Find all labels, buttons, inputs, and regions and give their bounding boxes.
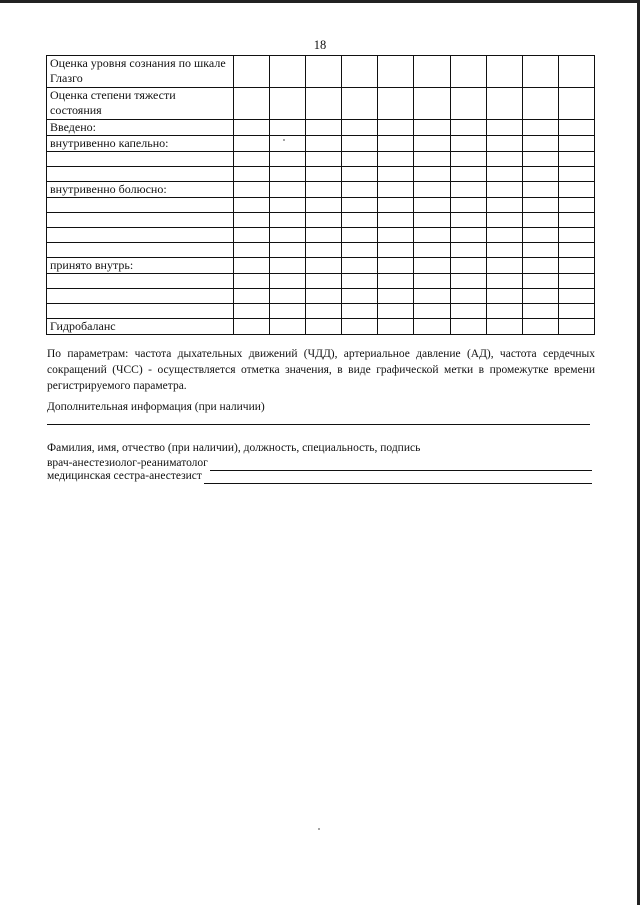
scan-speck (283, 139, 285, 141)
data-cell[interactable] (414, 319, 450, 335)
data-cell[interactable] (306, 136, 342, 152)
data-cell[interactable] (270, 167, 306, 182)
data-cell[interactable] (558, 289, 594, 304)
data-cell[interactable] (378, 56, 414, 88)
data-cell[interactable] (486, 213, 522, 228)
table-row (47, 198, 595, 213)
data-cell[interactable] (450, 167, 486, 182)
data-cell[interactable] (234, 120, 270, 136)
data-cell[interactable] (270, 213, 306, 228)
data-cell[interactable] (450, 198, 486, 213)
data-cell[interactable] (378, 152, 414, 167)
data-cell[interactable] (306, 198, 342, 213)
data-cell[interactable] (342, 319, 378, 335)
data-cell[interactable] (522, 198, 558, 213)
data-cell[interactable] (558, 274, 594, 289)
data-cell[interactable] (558, 88, 594, 120)
data-cell[interactable] (414, 182, 450, 198)
role-label: медицинская сестра-анестезист (47, 470, 202, 482)
table-row (47, 167, 595, 182)
monitoring-table (46, 55, 595, 335)
data-cell[interactable] (522, 258, 558, 274)
data-cell[interactable] (486, 152, 522, 167)
data-cell[interactable] (306, 88, 342, 120)
data-cell[interactable] (378, 258, 414, 274)
data-cell[interactable] (414, 120, 450, 136)
table-row (47, 304, 595, 319)
row-label (47, 274, 234, 289)
data-cell[interactable] (342, 198, 378, 213)
data-cell[interactable] (486, 198, 522, 213)
data-cell[interactable] (486, 56, 522, 88)
row-label: Оценка степени тяжести состояния (47, 88, 234, 120)
data-cell[interactable] (522, 274, 558, 289)
table-row (47, 152, 595, 167)
data-cell[interactable] (342, 56, 378, 88)
data-cell[interactable] (234, 258, 270, 274)
data-cell[interactable] (450, 274, 486, 289)
data-cell[interactable] (558, 167, 594, 182)
scan-speck (318, 828, 320, 830)
data-cell[interactable] (450, 304, 486, 319)
data-cell[interactable] (342, 258, 378, 274)
row-label (47, 289, 234, 304)
data-cell[interactable] (378, 213, 414, 228)
data-cell[interactable] (378, 120, 414, 136)
extra-info-line[interactable] (47, 424, 590, 425)
data-cell[interactable] (414, 258, 450, 274)
signature-row-nurse (47, 468, 592, 484)
signature-line[interactable] (204, 471, 592, 484)
row-label (47, 304, 234, 319)
data-cell[interactable] (342, 243, 378, 258)
data-cell[interactable] (270, 289, 306, 304)
table-row (47, 243, 595, 258)
data-cell[interactable] (414, 198, 450, 213)
data-cell[interactable] (414, 289, 450, 304)
data-cell[interactable] (270, 274, 306, 289)
data-cell[interactable] (414, 228, 450, 243)
data-cell[interactable] (234, 304, 270, 319)
data-cell[interactable] (558, 152, 594, 167)
data-cell[interactable] (558, 304, 594, 319)
data-cell[interactable] (558, 56, 594, 88)
data-cell[interactable] (306, 120, 342, 136)
data-cell[interactable] (234, 56, 270, 88)
table-row (47, 319, 595, 335)
data-cell[interactable] (378, 243, 414, 258)
data-cell[interactable] (234, 136, 270, 152)
data-cell[interactable] (558, 243, 594, 258)
data-cell[interactable] (342, 152, 378, 167)
data-cell[interactable] (486, 228, 522, 243)
data-cell[interactable] (342, 136, 378, 152)
data-cell[interactable] (486, 88, 522, 120)
data-cell[interactable] (306, 289, 342, 304)
data-cell[interactable] (522, 243, 558, 258)
role-label: врач-анестезиолог-реаниматолог (47, 457, 208, 469)
table-row (47, 213, 595, 228)
data-cell[interactable] (486, 167, 522, 182)
data-cell[interactable] (378, 228, 414, 243)
data-cell[interactable] (522, 120, 558, 136)
data-cell[interactable] (378, 198, 414, 213)
row-label (47, 167, 234, 182)
data-cell[interactable] (342, 274, 378, 289)
row-label: внутривенно капельно: (47, 136, 234, 152)
row-label (47, 228, 234, 243)
data-cell[interactable] (342, 213, 378, 228)
data-cell[interactable] (342, 289, 378, 304)
data-cell[interactable] (342, 182, 378, 198)
data-cell[interactable] (450, 243, 486, 258)
data-cell[interactable] (450, 319, 486, 335)
parameters-note: По параметрам: частота дыхательных движений (ЧДД), артериальное давление (АД), частота сердечных сокращений (ЧСС) - осуществляется отметка значения, в виде графической метки в промежутке времени регистрируемого параметра. (47, 348, 595, 392)
data-cell[interactable] (234, 289, 270, 304)
data-cell[interactable] (414, 274, 450, 289)
table-row (47, 182, 595, 198)
data-cell[interactable] (306, 274, 342, 289)
row-label: Введено: (47, 120, 234, 136)
data-cell[interactable] (306, 152, 342, 167)
table-row (47, 228, 595, 243)
data-cell[interactable] (270, 120, 306, 136)
data-cell[interactable] (234, 319, 270, 335)
table-row (47, 274, 595, 289)
data-cell[interactable] (306, 228, 342, 243)
data-cell[interactable] (414, 243, 450, 258)
data-cell[interactable] (306, 304, 342, 319)
data-cell[interactable] (378, 304, 414, 319)
data-cell[interactable] (558, 213, 594, 228)
data-cell[interactable] (414, 304, 450, 319)
data-cell[interactable] (486, 319, 522, 335)
data-cell[interactable] (558, 228, 594, 243)
extra-info-label: Дополнительная информация (при наличии) (47, 401, 265, 413)
data-cell[interactable] (486, 289, 522, 304)
data-cell[interactable] (450, 152, 486, 167)
data-cell[interactable] (234, 274, 270, 289)
data-cell[interactable] (558, 198, 594, 213)
data-cell[interactable] (270, 258, 306, 274)
data-cell[interactable] (450, 182, 486, 198)
data-cell[interactable] (414, 56, 450, 88)
signature-heading: Фамилия, имя, отчество (при наличии), должность, специальность, подпись (47, 442, 421, 454)
data-cell[interactable] (378, 182, 414, 198)
row-label (47, 243, 234, 258)
data-cell[interactable] (270, 304, 306, 319)
data-cell[interactable] (342, 228, 378, 243)
data-cell[interactable] (234, 182, 270, 198)
data-cell[interactable] (558, 258, 594, 274)
data-cell[interactable] (486, 274, 522, 289)
data-cell[interactable] (234, 213, 270, 228)
data-cell[interactable] (270, 152, 306, 167)
table-row (47, 258, 595, 274)
data-cell[interactable] (450, 120, 486, 136)
table-row (47, 289, 595, 304)
data-cell[interactable] (306, 167, 342, 182)
data-cell[interactable] (270, 88, 306, 120)
data-cell[interactable] (270, 198, 306, 213)
data-cell[interactable] (522, 319, 558, 335)
data-cell[interactable] (378, 167, 414, 182)
data-cell[interactable] (522, 289, 558, 304)
data-cell[interactable] (306, 56, 342, 88)
data-cell[interactable] (414, 213, 450, 228)
row-label (47, 152, 234, 167)
data-cell[interactable] (270, 319, 306, 335)
data-cell[interactable] (522, 228, 558, 243)
data-cell[interactable] (522, 152, 558, 167)
data-cell[interactable] (378, 88, 414, 120)
data-cell[interactable] (522, 88, 558, 120)
data-cell[interactable] (270, 136, 306, 152)
data-cell[interactable] (306, 319, 342, 335)
data-cell[interactable] (522, 167, 558, 182)
data-cell[interactable] (522, 304, 558, 319)
row-label (47, 213, 234, 228)
data-cell[interactable] (342, 88, 378, 120)
table-row (47, 56, 595, 88)
data-cell[interactable] (558, 136, 594, 152)
data-cell[interactable] (558, 182, 594, 198)
data-cell[interactable] (306, 243, 342, 258)
data-cell[interactable] (378, 136, 414, 152)
data-cell[interactable] (450, 136, 486, 152)
table-row (47, 88, 595, 120)
data-cell[interactable] (486, 136, 522, 152)
data-cell[interactable] (234, 228, 270, 243)
data-cell[interactable] (306, 182, 342, 198)
data-cell[interactable] (486, 182, 522, 198)
data-cell[interactable] (450, 258, 486, 274)
data-cell[interactable] (270, 243, 306, 258)
data-cell[interactable] (450, 88, 486, 120)
data-cell[interactable] (486, 120, 522, 136)
data-cell[interactable] (378, 319, 414, 335)
data-cell[interactable] (486, 304, 522, 319)
data-cell[interactable] (342, 304, 378, 319)
data-cell[interactable] (450, 289, 486, 304)
data-cell[interactable] (450, 228, 486, 243)
data-cell[interactable] (234, 88, 270, 120)
data-cell[interactable] (558, 120, 594, 136)
page-top-edge (0, 0, 640, 3)
row-label: Оценка уровня сознания по шкале Глазго (47, 56, 234, 88)
page-number: 18 (313, 38, 327, 52)
row-label: Гидробаланс (47, 319, 234, 335)
data-cell[interactable] (234, 152, 270, 167)
data-cell[interactable] (414, 167, 450, 182)
data-cell[interactable] (486, 243, 522, 258)
data-cell[interactable] (414, 152, 450, 167)
data-cell[interactable] (450, 56, 486, 88)
data-cell[interactable] (414, 88, 450, 120)
data-cell[interactable] (414, 136, 450, 152)
data-cell[interactable] (558, 319, 594, 335)
data-cell[interactable] (342, 167, 378, 182)
data-cell[interactable] (522, 136, 558, 152)
table-row (47, 136, 595, 152)
data-cell[interactable] (234, 198, 270, 213)
data-cell[interactable] (306, 258, 342, 274)
data-cell[interactable] (342, 120, 378, 136)
data-cell[interactable] (522, 56, 558, 88)
data-cell[interactable] (234, 167, 270, 182)
data-cell[interactable] (234, 243, 270, 258)
data-cell[interactable] (270, 182, 306, 198)
data-cell[interactable] (270, 228, 306, 243)
data-cell[interactable] (378, 274, 414, 289)
data-cell[interactable] (486, 258, 522, 274)
row-label: принято внутрь: (47, 258, 234, 274)
data-cell[interactable] (378, 289, 414, 304)
row-label: внутривенно болюсно: (47, 182, 234, 198)
table-row (47, 120, 595, 136)
data-cell[interactable] (306, 213, 342, 228)
data-cell[interactable] (522, 213, 558, 228)
data-cell[interactable] (522, 182, 558, 198)
data-cell[interactable] (450, 213, 486, 228)
row-label (47, 198, 234, 213)
data-cell[interactable] (270, 56, 306, 88)
